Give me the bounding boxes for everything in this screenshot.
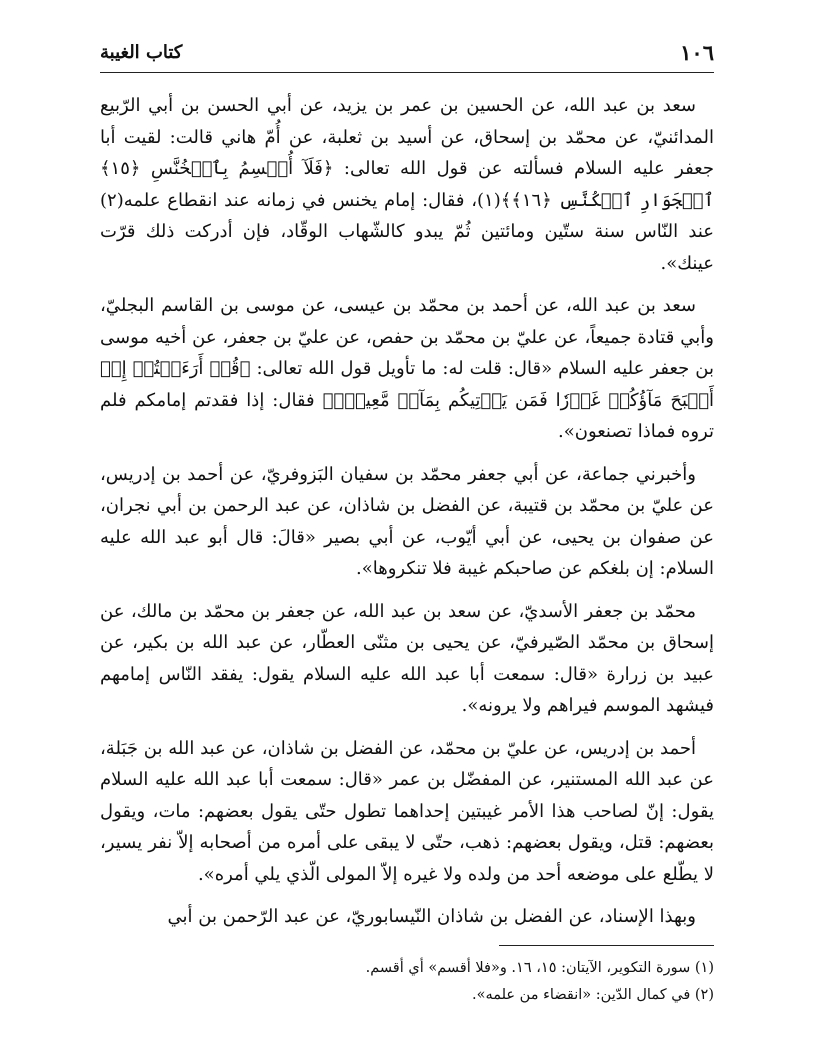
main-text xyxy=(100,90,714,933)
paragraph: أحمد بن إدريس، عن عليّ بن محمّد، عن الفضل بن شاذان، عن عبد الله بن جَبَلة، عن عبد الله المستنير، عن المفضّل بن عمر «قال: سمعت أبا عبد الله عليه السلام يقول: إنّ لصاحب هذا الأمر غيبتين إحداهما تطول حتّى يقول بعضهم: مات، ويقول بعضهم: قتل، ويقول بعضهم: ذهب، حتّى لا يبقى على أمره من أصحابه إلاّ نفر يسير، لا يطّلع على موضعه أحد من ولده ولا غيره إلاّ المولى الّذي يلي أمره». xyxy=(100,737,714,885)
page-header xyxy=(100,36,714,70)
header-divider xyxy=(100,72,714,73)
paragraph: وبهذا الإسناد، عن الفضل بن شاذان النّيسابوريّ، عن عبد الرّحمن بن أبي xyxy=(167,906,696,927)
footnote-divider xyxy=(499,945,714,946)
paragraph: محمّد بن جعفر الأسديّ، عن سعد بن عبد الله، عن جعفر بن محمّد بن مالك، عن إسحاق بن محمّد الصّيرفيّ، عن يحيى بن مثنّى العطّار، عن عبد الله بن بكير، عن عبيد بن زرارة «قال: سمعت أبا عبد الله عليه السلام يقول: يفقد النّاس إمامهم فيشهد الموسم فيراهم ولا يرونه». xyxy=(100,600,714,716)
book-title: كتاب الغيبة xyxy=(100,42,183,63)
footnote-2: (٢) في كمال الدّين: «انقضاء من علمه». xyxy=(471,987,714,1003)
paragraph: سعد بن عبد الله، عن أحمد بن محمّد بن عيسى، عن موسى بن القاسم البجليّ، وأبي قتادة جميعاً، عن عليّ بن محمّد بن حفص، عن عليّ بن جعفر، عن أخيه موسى بن جعفر عليه السلام «قال: قلت له: ما تأويل قول الله تعالى: ﴿قُلۡ أَرَءَيۡتُمۡ إِنۡ أَصۡبَحَ مَآؤُكُمۡ غَوۡرٗا فَمَن يَأۡتِيكُم بِمَآءٖ مَّعِينِۭ﴾ فقال: إذا فقدتم إمامكم فلم تروه فماذا تصنعون». xyxy=(100,295,714,442)
footnote-1: (١) سورة التكوير، الآيتان: ١٥، ١٦. و«فلا أقسم» أي أقسم. xyxy=(365,960,714,976)
paragraph: سعد بن عبد الله، عن الحسين بن عمر بن يزيد، عن أبي الحسن بن أبي الرّبيع المدائنيّ، عن محمّد بن إسحاق، عن أسيد بن ثعلبة، عن أُمّ هاني قالت: لقيت أبا جعفر عليه السلام فسألته عن قول الله تعالى: ﴿فَلَآ أُقۡسِمُ بِٱلۡخُنَّسِ ﴿١٥﴾ ٱلۡجَوَارِ ٱلۡكُنَّسِ ﴿١٦﴾﴾(١)، فقال: إمام يخنس في زمانه عند انقطاع علمه(٢) عند النّاس سنة ستّين ومائتين ثُمّ يبدو كالشّهاب الوقّاد، فإن أدركت ذلك قرّت عينك». xyxy=(100,95,714,274)
paragraph: وأخبرني جماعة، عن أبي جعفر محمّد بن سفيان البَزوفريّ، عن أحمد بن إدريس، عن عليّ بن محمّد بن قتيبة، عن الفضل بن شاذان، عن عبد الرحمن بن أبي نجران، عن صفوان بن يحيى، عن أبي أيّوب، عن أبي بصير «قالَ: قال أبو عبد الله عليه السلام: إن بلغكم عن صاحبكم غيبة فلا تنكروها». xyxy=(100,463,714,579)
page-number: ١٠٦ xyxy=(680,40,714,65)
footnotes xyxy=(100,955,714,1009)
